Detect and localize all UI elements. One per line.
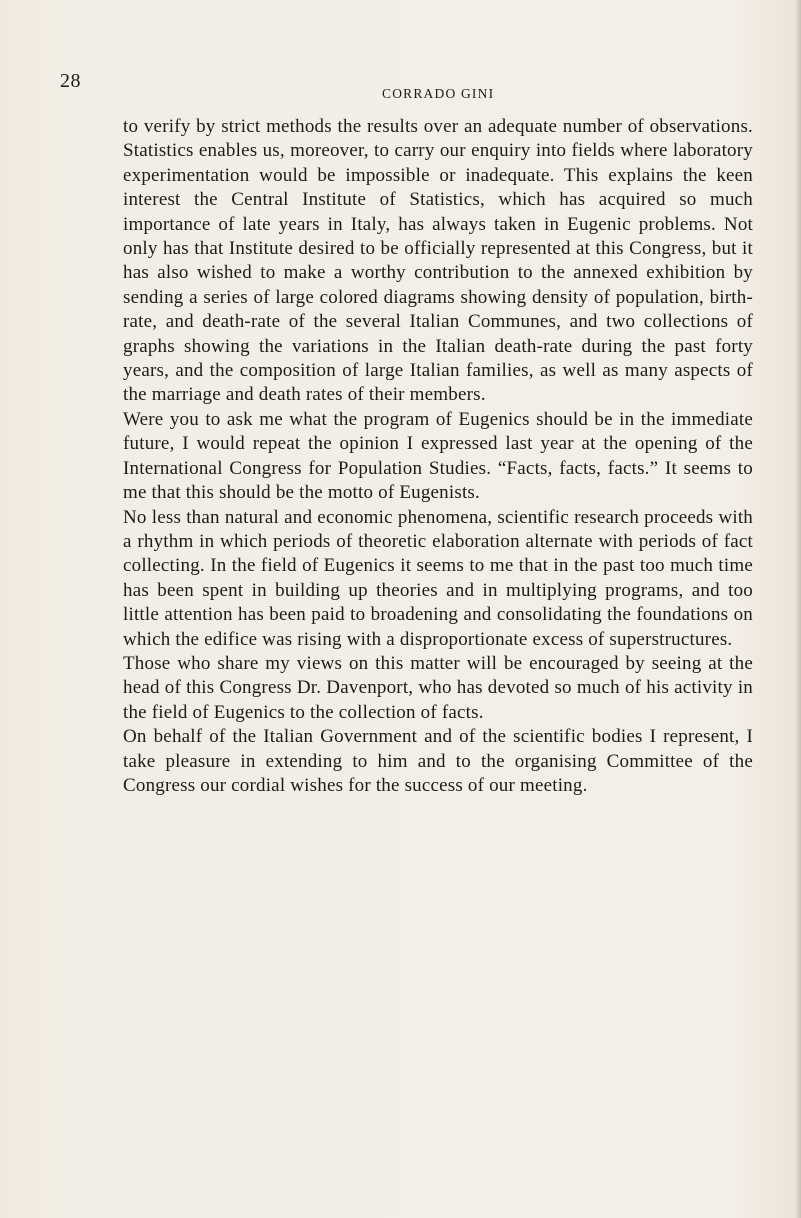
body-text <box>123 115 753 798</box>
page-edge-shadow <box>795 0 801 1218</box>
running-head: CORRADO GINI <box>382 86 495 101</box>
paragraph-4: Those who share my views on this matter will be encouraged by seeing at the head of this Congress Dr. Davenport, who has devoted so much of his activity in the field of Eugenics to the collection of facts. <box>123 652 753 723</box>
paragraph-3: No less than natural and economic phenomena, scientific research proceeds with a rhythm in which periods of theoretic elaboration alternate with periods of fact collecting. In the field of Eugenics it seems to me that in the past too much time has been spent in building up theories and in multiplying programs, and too little attention has been paid to broadening and consolidating the foundations on which the edifice was rising with a disproportionate excess of superstructures. <box>123 506 753 650</box>
page-number: 28 <box>60 70 81 92</box>
paragraph-2: Were you to ask me what the program of Eugenics should be in the immediate future, I would repeat the opinion I expressed last year at the opening of the International Congress for Population Studies. “Facts, facts, facts.” It seems to me that this should be the motto of Eugenists. <box>123 408 753 504</box>
paragraph-5: On behalf of the Italian Government and of the scientific bodies I represent, I take pleasure in extending to him and to the organising Committee of the Congress our cordial wishes for the success of our meeting. <box>123 726 753 796</box>
paragraph-1: to verify by strict methods the results over an adequate number of observations. Statistics enables us, moreover, to carry our enquiry into fields where laboratory experimentation would be impossible or inadequate. This explains the keen interest the Central Institute of Statistics, which has acquired so much importance of late years in Italy, has always taken in Eugenic problems. Not only has that Institute desired to be officially represented at this Congress, but it has also wished to make a worthy contribution to the annexed exhibition by sending a series of large colored diagrams showing density of population, birth-rate, and death-rate of the several Italian Communes, and two collections of graphs showing the variations in the Italian death-rate during the past forty years, and the composition of large Italian families, as well as many aspects of the marriage and death rates of their members. <box>123 116 753 406</box>
